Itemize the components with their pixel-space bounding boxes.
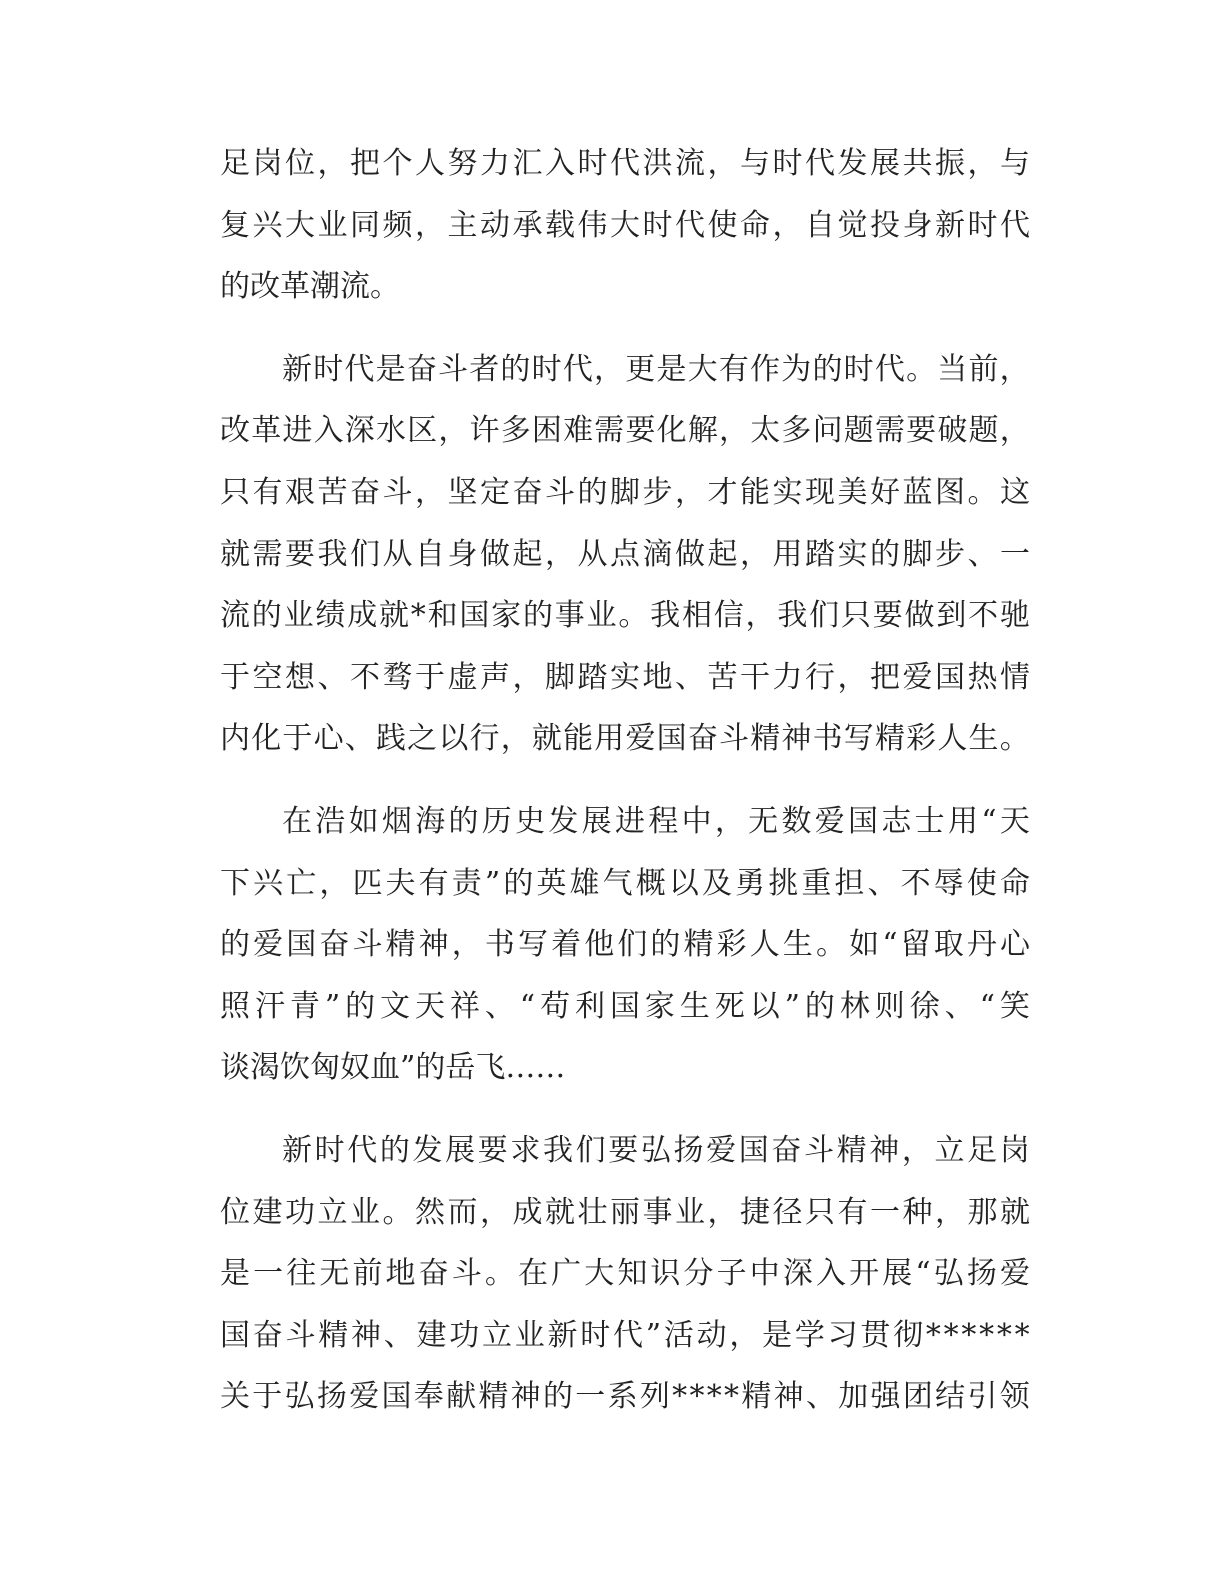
document-body xyxy=(220,133,1030,1428)
text-line: 位 建 功 立 业 。 然 而 ， 成 就 壮 丽 事 业 ， 捷 径 只 有 一 种 ， 那 就 xyxy=(220,1194,1030,1230)
text-line: 在 浩 如 烟 海 的 历 史 发 展 进 程 中 ， 无 数 爱 国 志 士 用 “ 天 xyxy=(282,803,1030,839)
text-line: 流 的 业 绩 成 就 * 和 国 家 的 事 业 。 我 相 信 ， 我 们 只 要 做 到 不 驰 xyxy=(220,598,1030,634)
text-line: 照 汗 青 ” 的 文 天 祥 、 “ 苟 利 国 家 生 死 以 ” 的 林 则 徐 、 “ 笑 xyxy=(220,988,1030,1024)
text-line: 是 一 往 无 前 地 奋 斗 。 在 广 大 知 识 分 子 中 深 入 开 展 “ 弘 扬 爱 xyxy=(220,1256,1030,1292)
paragraph-3 xyxy=(220,791,1030,1099)
text-line: 于 空 想 、 不 骛 于 虚 声 ， 脚 踏 实 地 、 苦 干 力 行 ， 把 爱 国 热 情 xyxy=(220,659,1030,695)
text-line: 只 有 艰 苦 奋 斗 ， 坚 定 奋 斗 的 脚 步 ， 才 能 实 现 美 好 蓝 图 。 这 xyxy=(220,474,1030,510)
paragraph-4 xyxy=(220,1120,1030,1428)
text-line: 的改革潮流。 xyxy=(220,269,400,305)
text-line: 新 时 代 是 奋 斗 者 的 时 代 ， 更 是 大 有 作 为 的 时 代 。 当 前 ， xyxy=(282,351,1030,387)
text-line: 足 岗 位 ， 把 个 人 努 力 汇 入 时 代 洪 流 ， 与 时 代 发 展 共 振 ， 与 xyxy=(220,146,1030,181)
text-line: 复 兴 大 业 同 频 ， 主 动 承 载 伟 大 时 代 使 命 ， 自 觉 投 身 新 时 代 xyxy=(220,207,1030,243)
text-line: 国 奋 斗 精 神 、 建 功 立 业 新 时 代 ” 活 动 ， 是 学 习 贯 彻 * * * * * * xyxy=(220,1317,1030,1353)
paragraph-1 xyxy=(220,133,1030,318)
text-line: 谈渴饮匈奴血”的岳飞…… xyxy=(220,1050,566,1086)
text-line: 内 化 于 心 、 践 之 以 行 ， 就 能 用 爱 国 奋 斗 精 神 书 写 精 彩 人 生 。 xyxy=(220,721,1030,757)
text-line: 改 革 进 入 深 水 区 ， 许 多 困 难 需 要 化 解 ， 太 多 问 题 需 要 破 题 ， xyxy=(220,413,1030,449)
text-line: 的 爱 国 奋 斗 精 神 ， 书 写 着 他 们 的 精 彩 人 生 。 如 “ 留 取 丹 心 xyxy=(220,927,1030,963)
text-line: 新 时 代 的 发 展 要 求 我 们 要 弘 扬 爱 国 奋 斗 精 神 ， 立 足 岗 xyxy=(282,1132,1030,1168)
text-line: 关 于 弘 扬 爱 国 奉 献 精 神 的 一 系 列 * * * * 精 神 、 加 强 团 结 引 领 xyxy=(220,1379,1030,1415)
text-line: 下 兴 亡 ， 匹 夫 有 责 ” 的 英 雄 气 概 以 及 勇 挑 重 担 、 不 辱 使 命 xyxy=(220,865,1030,901)
text-line: 就 需 要 我 们 从 自 身 做 起 ， 从 点 滴 做 起 ， 用 踏 实 的 脚 步 、 一 xyxy=(220,536,1030,572)
paragraph-2 xyxy=(220,339,1030,770)
